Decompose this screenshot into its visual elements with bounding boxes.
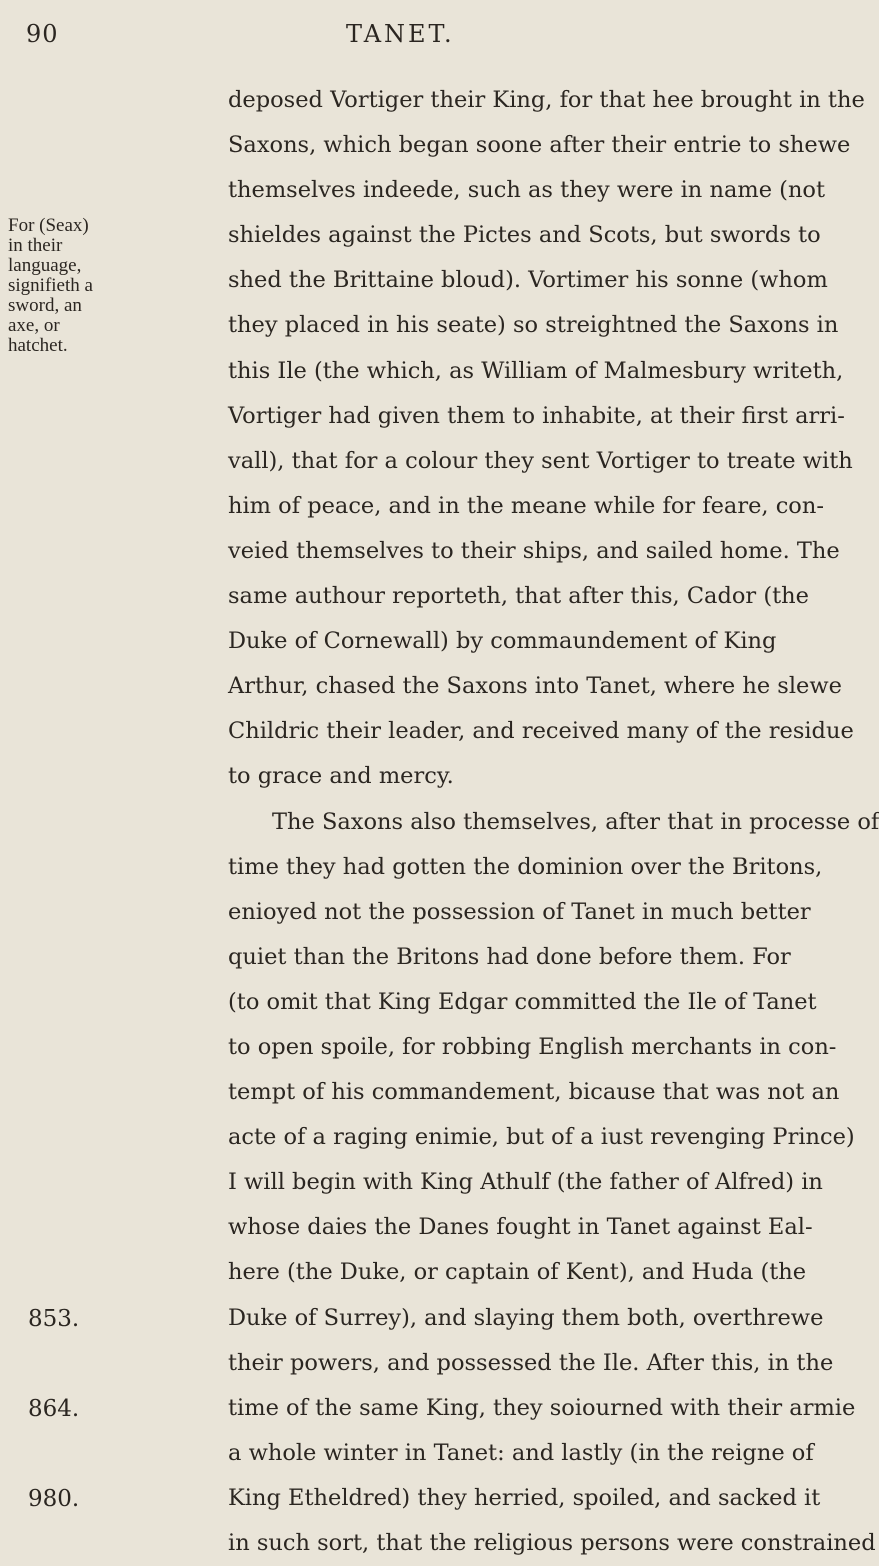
margin-note-line: signifieth a [8,275,93,296]
text-line: a whole winter in Tanet: and lastly (in the reigne of [228,1439,814,1466]
text-line: to grace and mercy. [228,763,454,790]
text-line: they placed in his seate) so streightned the Saxons in [228,312,839,339]
margin-note-line: in their [8,235,63,256]
text-line: deposed Vortiger their King, for that hee brought in the [228,87,865,113]
margin-note-line: language, [8,255,82,276]
text-line: Childric their leader, and received many of the residue [228,718,854,745]
text-line: Arthur, chased the Saxons into Tanet, where he slewe [228,673,842,700]
text-line: vall), that for a colour they sent Vortiger to treate with [228,447,853,474]
text-line: Duke of Surrey), and slaying them both, overthrewe [228,1304,824,1331]
text-line: veied themselves to their ships, and sailed home. The [228,537,840,564]
text-line: I will begin with King Athulf (the father of Alfred) in [228,1169,823,1196]
running-title: TANET. [346,20,455,48]
text-line: themselves indeede, such as they were in name (not [228,177,826,204]
text-line: to open spoile, for robbing English merchants in con- [228,1033,837,1060]
text-line: whose daies the Danes fought in Tanet against Eal- [228,1214,813,1241]
text-line: in such sort, that the religious persons were constrained [228,1530,876,1556]
text-line: quiet than the Britons had done before them. For [228,943,791,970]
text-line: here (the Duke, or captain of Kent), and Huda (the [228,1259,807,1286]
text-line: same authour reporteth, that after this, Cador (the [228,583,809,610]
body-text [228,78,879,1566]
margin-note-line: hatchet. [8,335,68,356]
text-line: (to omit that King Edgar committed the Ile of Tanet [228,988,817,1015]
text-line: King Etheldred) they herried, spoiled, and sacked it [228,1484,821,1511]
text-line: enioyed not the possession of Tanet in much better [228,898,811,925]
page-number: 90 [26,20,59,48]
text-line: Vortiger had given them to inhabite, at their first arri- [228,402,845,429]
text-line: The Saxons also themselves, after that in processe of [272,808,879,835]
text-line: tempt of his commandement, bicause that was not an [228,1079,840,1106]
text-line: this Ile (the which, as William of Malmesbury writeth, [228,357,844,384]
text-line: him of peace, and in the meane while for feare, con- [228,492,824,519]
text-line: Duke of Cornewall) by commaundement of King [228,628,777,655]
margin-date-853: 853. [28,1306,80,1332]
margin-note-line: sword, an [8,295,82,316]
margin-note-line: axe, or [8,315,60,336]
text-line: shieldes against the Pictes and Scots, but swords to [228,222,821,249]
text-line: time they had gotten the dominion over the Britons, [228,853,823,880]
text-line: time of the same King, they soiourned with their armie [228,1394,856,1421]
margin-note [8,216,116,356]
margin-date-980: 980. [28,1486,80,1512]
text-line: shed the Brittaine bloud). Vortimer his sonne (whom [228,267,828,294]
text-line: acte of a raging enimie, but of a iust revenging Prince) [228,1124,855,1151]
margin-note-line: For (Seax) [8,215,89,236]
text-line: their powers, and possessed the Ile. After this, in the [228,1349,834,1376]
text-line: Saxons, which began soone after their entrie to shewe [228,132,851,159]
margin-date-864: 864. [28,1396,80,1422]
